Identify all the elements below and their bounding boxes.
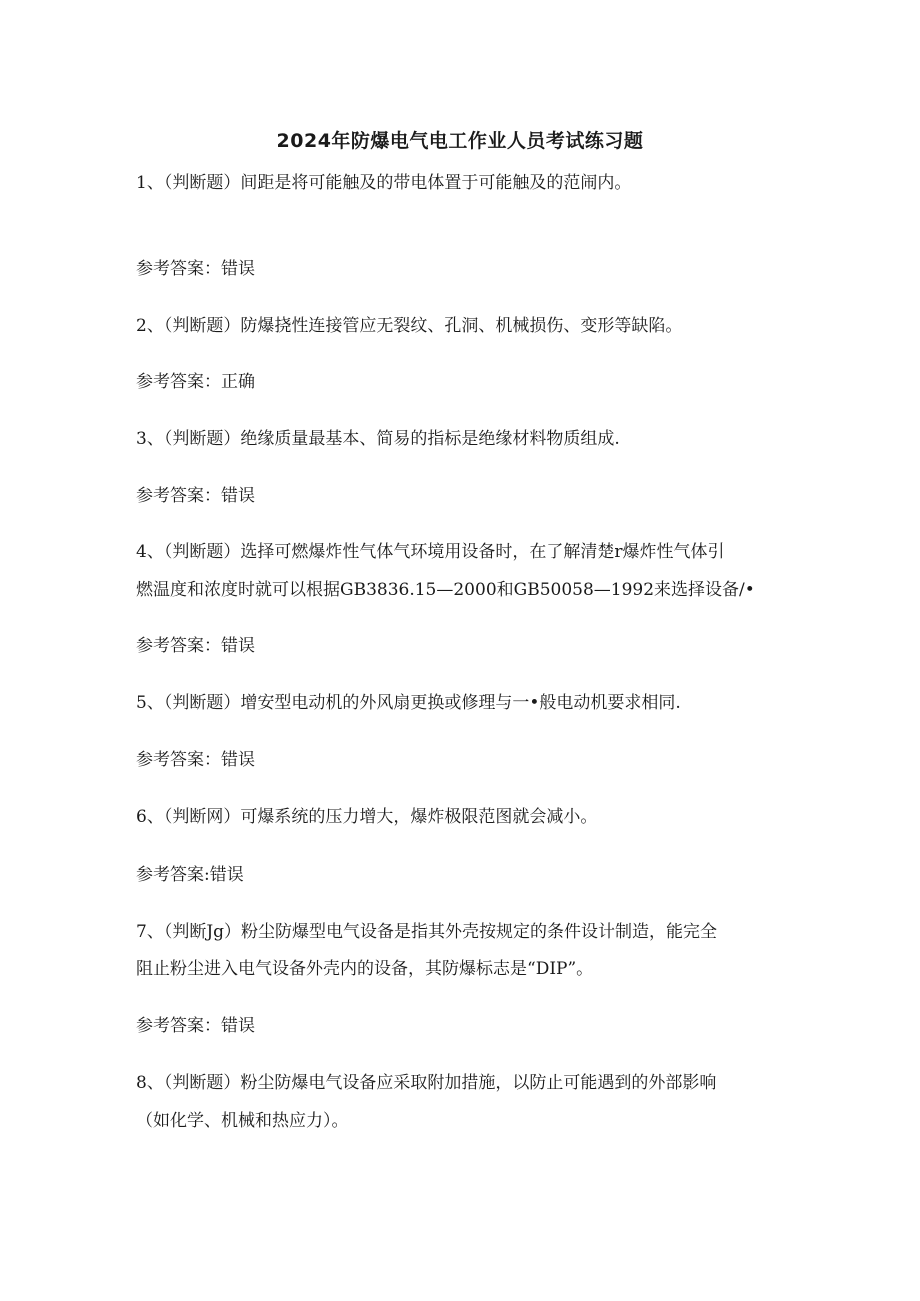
question-7-text-continued: 阻止粉尘进入电气设备外壳内的设备，其防爆标志是“DIP”。 <box>136 959 594 979</box>
question-6-text: 6、（判断网）可爆系统的压力增大，爆炸极限范图就会减小。 <box>136 807 598 827</box>
question-4-text: 4、（判断题）选择可燃爆炸性气体气环境用设备时，在了解清楚r爆炸性气体引 <box>136 542 725 562</box>
question-7-answer: 参考答案：错误 <box>136 1016 255 1036</box>
question-1-answer: 参考答案：错误 <box>136 259 255 279</box>
question-3-answer: 参考答案：错误 <box>136 486 255 506</box>
question-7-text: 7、（判断Jg）粉尘防爆型电气设备是指其外壳按规定的条件设计制造，能完全 <box>136 922 718 942</box>
question-6-answer: 参考答案:错误 <box>136 865 244 885</box>
question-8-text: 8、（判断题）粉尘防爆电气设备应采取附加措施，以防止可能遇到的外部影响 <box>136 1073 717 1093</box>
question-3-text: 3、（判断题）绝缘质量最基本、简易的指标是绝缘材料物质组成. <box>136 429 620 449</box>
question-5-text: 5、（判断题）增安型电动机的外风扇更换或修理与一•般电动机要求相同. <box>136 693 681 713</box>
question-4-text-continued: 燃温度和浓度时就可以根据GB3836.15—2000和GB50058—1992来选择设备/• <box>136 580 755 600</box>
question-2-answer: 参考答案：正确 <box>136 372 255 392</box>
question-5-answer: 参考答案：错误 <box>136 750 255 770</box>
question-8-text-continued: （如化学、机械和热应力）。 <box>136 1111 349 1131</box>
question-4-answer: 参考答案：错误 <box>136 636 255 656</box>
question-1-text: 1、（判断题）间距是将可能触及的带电体置于可能触及的范闹内。 <box>136 173 632 193</box>
document-title: 2024年防爆电气电工作业人员考试练习题 <box>276 130 644 152</box>
question-2-text: 2、（判断题）防爆挠性连接管应无裂纹、孔洞、机械损伤、变形等缺陷。 <box>136 316 683 336</box>
